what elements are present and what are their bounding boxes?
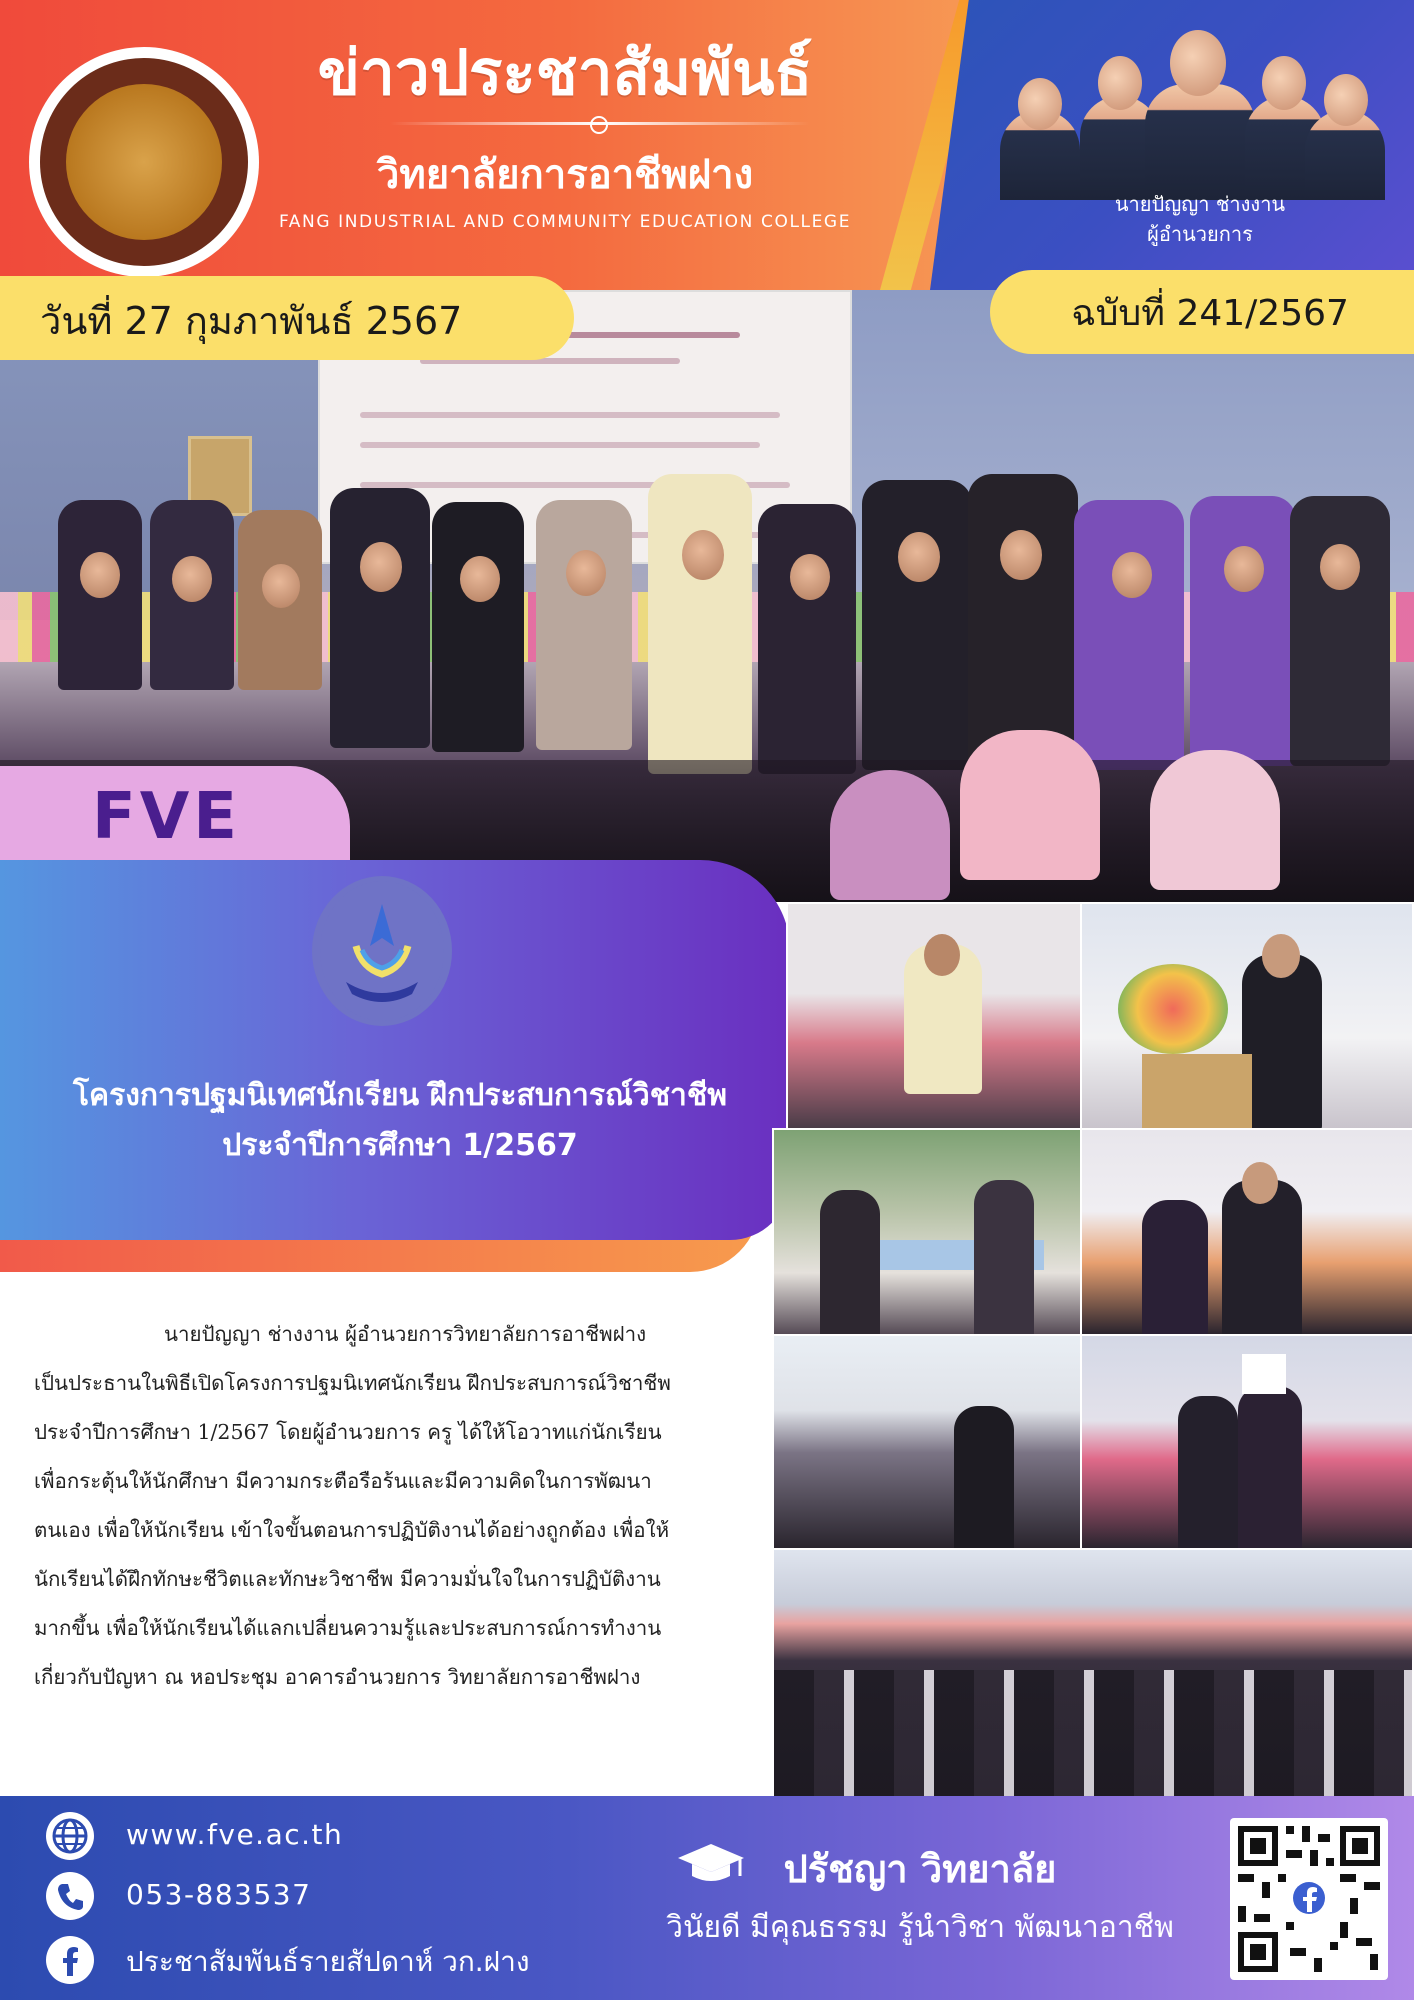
facebook-page-link[interactable]: ประชาสัมพันธ์รายสัปดาห์ วก.ฝาง (126, 1945, 530, 1978)
college-logo-emblem (66, 84, 222, 240)
staff-person (432, 502, 524, 752)
college-name-english: FANG INDUSTRIAL AND COMMUNITY EDUCATION COLLEGE (278, 212, 852, 232)
staff-person-head (262, 564, 300, 608)
headline-line-1: โครงการปฐมนิเทศนักเรียน ฝึกประสบการณ์วิชาชีพ (72, 1078, 728, 1113)
fve-emblem-icon (312, 876, 452, 1026)
mc-person (1238, 1386, 1302, 1550)
executive-photo-2-head (1098, 56, 1142, 110)
staff-person-head (1224, 546, 1264, 592)
staff-person-head (566, 550, 606, 596)
college-name: วิทยาลัยการอาชีพฝาง (376, 151, 754, 198)
gallery-photo-audience-wide (772, 1334, 1082, 1550)
executive-photo-1-head (1018, 78, 1062, 130)
executive-photo-4-head (1262, 56, 1306, 110)
gallery-photo-presenters (1080, 1128, 1414, 1336)
staff-person-head (1112, 552, 1152, 598)
fve-tag-text: FVE (92, 780, 241, 854)
presenter-female (1142, 1200, 1208, 1336)
podium-speaker-head (1262, 934, 1300, 978)
staff-person-head (790, 554, 830, 600)
staff-person-head (1000, 530, 1042, 580)
globe-icon (46, 1812, 94, 1860)
body-line: เพื่อกระตุ้นให้นักศึกษา มีความกระตือรือร้นและมีความคิดในการพัฒนา (34, 1469, 652, 1493)
philosophy-motto: วินัยดี มีคุณธรรม รู้นำวิชา พัฒนาอาชีพ (666, 1910, 1174, 1945)
body-line: เกี่ยวกับปัญหา ณ หอประชุม อาคารอำนวยการ วิทยาลัยการอาชีพฝาง (34, 1665, 641, 1689)
staff-person-head (360, 542, 402, 592)
page-title: ข่าวประชาสัมพันธ์ (317, 36, 813, 109)
body-line: ตนเอง เพื่อให้นักเรียน เข้าใจขั้นตอนการปฏิบัติงานได้อย่างถูกต้อง เพื่อให้ (34, 1518, 670, 1542)
audience-student (830, 770, 950, 900)
staff-person-head (172, 556, 212, 602)
flower-bouquet (1118, 964, 1228, 1054)
body-line: ประจำปีการศึกษา 1/2567 โดยผู้อำนวยการ ครู ได้ให้โอวาทแก่นักเรียน (34, 1420, 662, 1444)
podium-speaker (1242, 954, 1322, 1130)
screen-text-line (360, 412, 780, 418)
seated-students (774, 1670, 1414, 1798)
staff-person-head (460, 556, 500, 602)
staff-person (648, 474, 752, 774)
director-name: นายปัญญา ช่างงาน (1114, 192, 1286, 216)
date-text: วันที่ 27 กุมภาพันธ์ 2567 (40, 299, 463, 343)
phone-number: 053-883537 (126, 1878, 312, 1911)
audience-student (960, 730, 1100, 880)
staff-person (1190, 496, 1296, 766)
executive-photo-director (1145, 84, 1255, 200)
speaker-head (924, 934, 960, 976)
staff-person (536, 500, 632, 750)
executive-photo-director-head (1170, 30, 1226, 96)
podium (1142, 1054, 1252, 1130)
registration-person (820, 1190, 880, 1336)
staff-person-head (80, 552, 120, 598)
body-line: เป็นประธานในพิธีเปิดโครงการปฐมนิเทศนักเรียน ฝึกประสบการณ์วิชาชีพ (34, 1371, 671, 1395)
phone-icon (46, 1872, 94, 1920)
audience-student (1150, 750, 1280, 890)
website-link[interactable]: www.fve.ac.th (126, 1818, 344, 1851)
staff-person (1290, 496, 1390, 766)
body-line: มากขึ้น เพื่อให้นักเรียนได้แลกเปลี่ยนความรู้และประสบการณ์การทำงาน (34, 1616, 662, 1640)
staff-person (1074, 500, 1184, 770)
gallery-photo-registration (772, 1128, 1082, 1336)
gallery-photo-mc (1080, 1334, 1414, 1550)
executive-photo-5-head (1324, 74, 1368, 126)
registration-person (974, 1180, 1034, 1336)
header-banner (0, 0, 1414, 290)
fve-emblem (312, 876, 452, 1026)
screen-text-line (360, 442, 760, 448)
staff-person-head (898, 532, 940, 582)
staff-person-head (1320, 544, 1360, 590)
staff-person (968, 474, 1078, 774)
mc-person (1178, 1396, 1238, 1550)
article-body (34, 1310, 764, 1702)
philosophy-title: ปรัชญา วิทยาลัย (783, 1846, 1057, 1891)
staff-person-head (682, 530, 724, 580)
director-title: ผู้อำนวยการ (1147, 222, 1253, 246)
staff-person (330, 488, 430, 748)
paper-sign (1242, 1354, 1286, 1394)
qr-code-pattern (1230, 1818, 1388, 1980)
audience-standing-person (954, 1406, 1014, 1550)
body-line: นักเรียนได้ฝึกทักษะชีวิตและทักษะวิชาชีพ มีความมั่นใจในการปฏิบัติงาน (34, 1567, 661, 1591)
gallery-photo-podium (1080, 902, 1414, 1130)
qr-code[interactable] (1230, 1818, 1388, 1980)
headline-line-2: ประจำปีการศึกษา 1/2567 (222, 1128, 578, 1163)
issue-number: ฉบับที่ 241/2567 (1071, 293, 1349, 334)
gallery-photo-speaker (786, 902, 1082, 1130)
staff-person (862, 480, 972, 770)
presenter-male-head (1242, 1162, 1278, 1204)
title-divider-ornament (590, 116, 608, 134)
body-line: นายปัญญา ช่างงาน ผู้อำนวยการวิทยาลัยการอาชีพฝาง (164, 1322, 647, 1346)
facebook-icon (46, 1936, 94, 1984)
gallery-photo-auditorium (772, 1548, 1414, 1798)
staff-person (758, 504, 856, 774)
